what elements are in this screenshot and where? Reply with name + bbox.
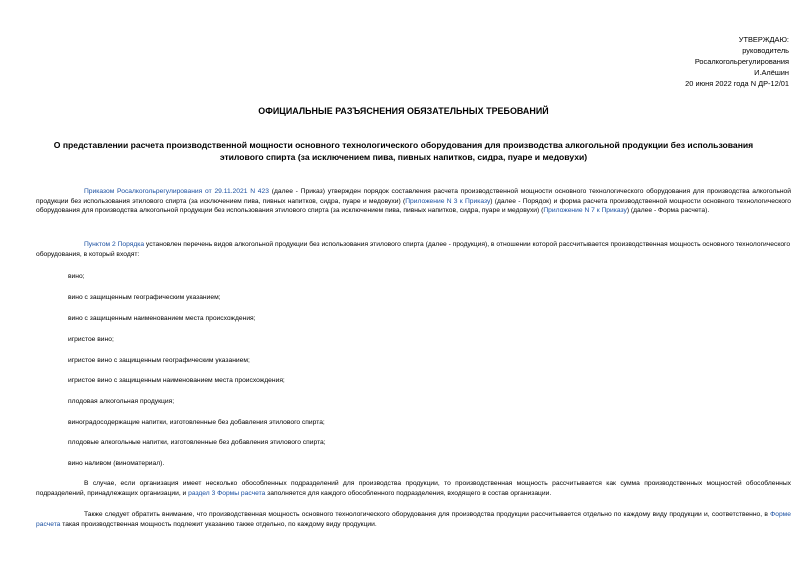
paragraph-order-reference <box>36 187 791 216</box>
list-item: вино наливом (виноматериал). <box>68 460 165 467</box>
paragraph-text: такая производственная мощность подлежит указанию также отдельно, по каждому виду продукции. <box>60 520 377 528</box>
paragraph-text: ) (далее - Порядок) и форма расчета производственной мощности основного технологического оборудования для производства алкогольной продукции без использования этилового спирта (за исключением пива, пивных напитков, сидра, пуаре и медовухи) ( <box>36 197 791 215</box>
approver-position: руководитель <box>742 46 789 55</box>
paragraph-product-list-intro <box>36 240 791 259</box>
approval-date-number: 20 июня 2022 года N ДР-12/01 <box>685 79 789 88</box>
paragraph-text: (далее - Приказ) утвержден порядок составления расчета производственной мощности основного технологического оборудования для производства алкогольной продукции без использования этилового спирта (за исключением пива, пивных напитков, сидра, пуаре и медовухи) ( <box>36 188 791 205</box>
approver-name: И.Алёшин <box>754 68 789 77</box>
link-appendix-3[interactable]: Приложение N 3 к Приказу <box>405 197 491 205</box>
approver-organization: Росалкогольрегулирования <box>694 57 789 66</box>
paragraph-text: В случае, если организация имеет несколько обособленных подразделений для производства продукции, то производственная мощность рассчитывается как сумма производственных мощностей обособленных подразделений, принадлежащих организации, и <box>36 480 791 497</box>
link-section-3-form[interactable]: раздел 3 Формы расчета <box>188 489 266 497</box>
document-title: ОФИЦИАЛЬНЫЕ РАЗЪЯСНЕНИЯ ОБЯЗАТЕЛЬНЫХ ТРЕБОВАНИЙ <box>258 106 549 116</box>
paragraph-separate-divisions <box>36 479 791 498</box>
list-item: плодовая алкогольная продукция; <box>68 398 175 405</box>
approval-block <box>685 34 789 89</box>
paragraph-capacity-by-product <box>36 510 791 529</box>
document-subtitle: О представлении расчета производственной мощности основного технологического оборудования для производства алкогольной продукции без использования этилового спирта (за исключением пива, пивных напитков, сидра, пуаре и медовухи) <box>53 140 754 162</box>
paragraph-text: установлен перечень видов алкогольной продукции без использования этилового спирта (далее - продукция), в отношении которой рассчитывается производственная мощность основного технологического оборудования, в который входят: <box>36 241 791 258</box>
list-item: вино; <box>68 273 85 280</box>
paragraph-text: ) (далее - Форма расчета). <box>626 207 710 215</box>
list-item: игристое вино с защищенным географическим указанием; <box>68 357 250 364</box>
approval-heading: УТВЕРЖДАЮ: <box>738 35 789 44</box>
list-item: плодовые алкогольные напитки, изготовленные без добавления этилового спирта; <box>68 439 326 446</box>
paragraph-text: Также следует обратить внимание, что производственная мощность основного технологического оборудования для производства продукции рассчитывается отдельно по каждому виду продукции и, соответственно, в <box>84 511 771 518</box>
link-point-2[interactable]: Пунктом 2 Порядка <box>84 241 145 248</box>
link-calculation-form[interactable]: Форме расчета <box>36 511 791 528</box>
link-appendix-7[interactable]: Приложение N 7 к Приказу <box>543 207 627 215</box>
list-item: игристое вино; <box>68 336 114 343</box>
list-item: вино с защищенным наименованием места происхождения; <box>68 315 256 322</box>
list-item: игристое вино с защищенным наименованием места происхождения; <box>68 377 285 384</box>
paragraph-text: заполняется для каждого обособленного подразделения, входящего в состав организации. <box>265 489 552 497</box>
link-order-423[interactable]: Приказом Росалкогольрегулирования от 29.11.2021 N 423 <box>84 188 269 195</box>
list-item: виноградосодержащие напитки, изготовленные без добавления этилового спирта; <box>68 419 325 426</box>
list-item: вино с защищенным географическим указанием; <box>68 294 221 301</box>
